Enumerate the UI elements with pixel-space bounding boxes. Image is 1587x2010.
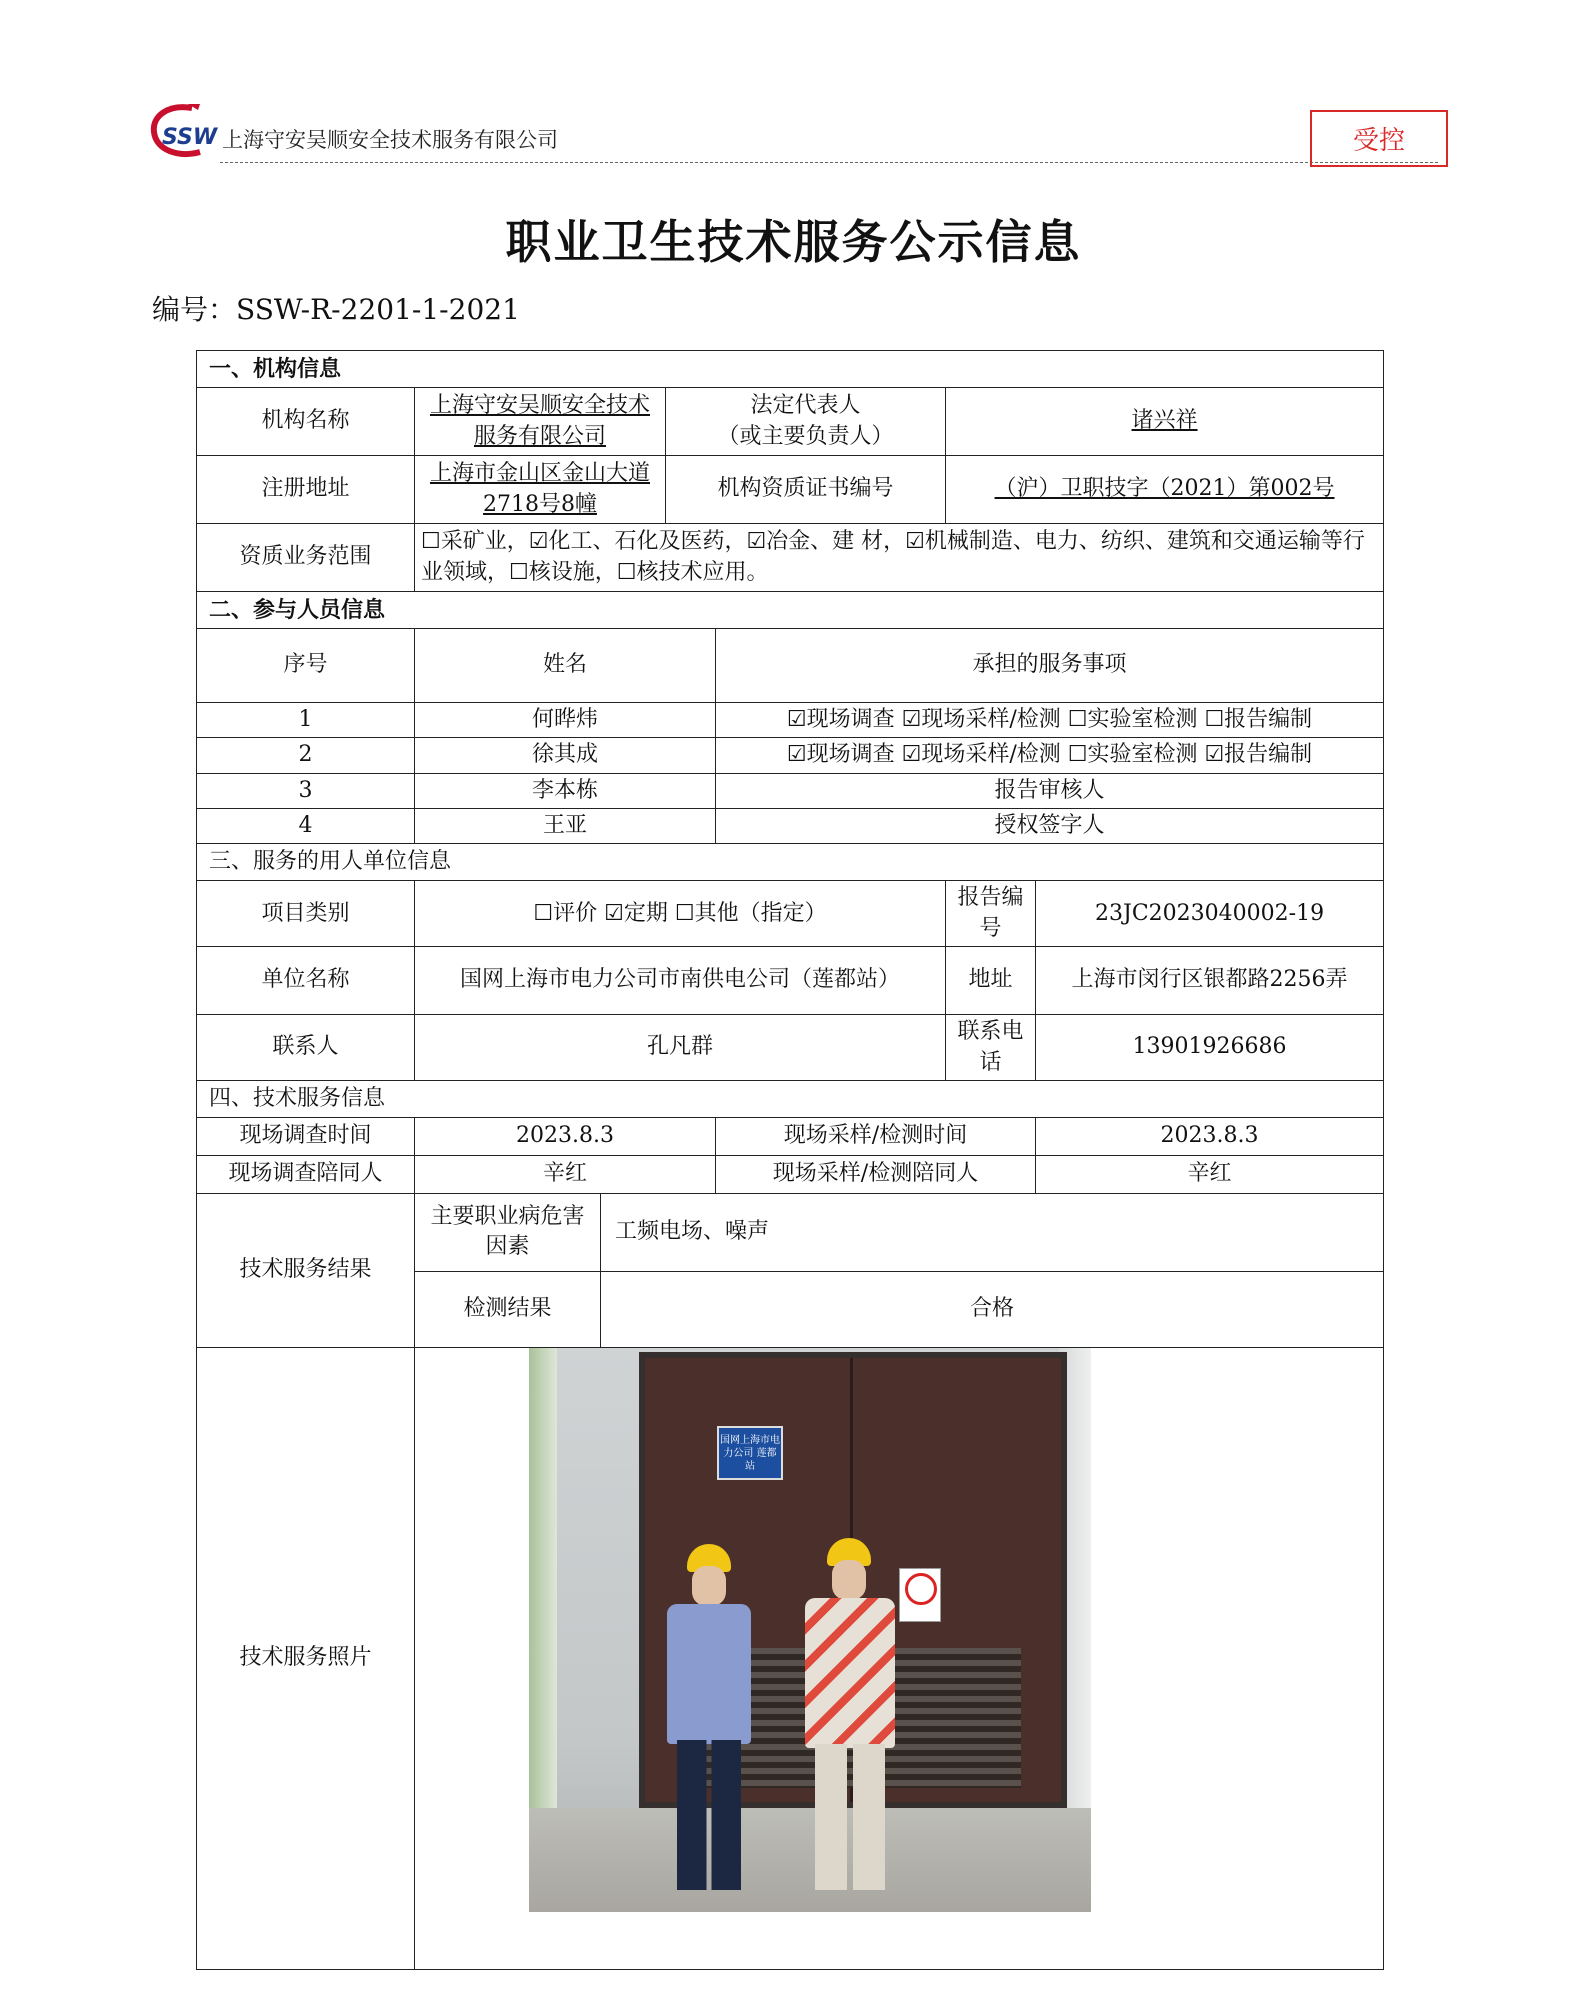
worker-trousers [677, 1740, 741, 1890]
category-value: ☐评价 ☑定期 ☐其他（指定） [415, 881, 946, 947]
legal-rep-label [666, 388, 946, 456]
hazard-label: 主要职业病危害因素 [415, 1193, 601, 1271]
ssw-logo [148, 100, 220, 162]
unit-address-value: 上海市闵行区银都路2256弄 [1036, 947, 1384, 1015]
doc-no-label: 编号： [152, 293, 237, 326]
report-no-value: 23JC2023040002-19 [1036, 881, 1384, 947]
table-row [197, 809, 1384, 844]
staff-name: 王亚 [415, 809, 716, 844]
station-sign: 国网上海市电力公司 莲都站 [717, 1426, 783, 1480]
page-title: 职业卫生技术服务公示信息 [505, 215, 1082, 269]
controlled-stamp: 受控 [1310, 110, 1448, 167]
survey-escort-label: 现场调查陪同人 [197, 1155, 415, 1193]
result-label: 技术服务结果 [197, 1193, 415, 1347]
worker-head [832, 1560, 866, 1600]
sampling-time-label: 现场采样/检测时间 [716, 1117, 1036, 1155]
hazard-value: 工频电场、噪声 [601, 1193, 1384, 1271]
phone-label: 联系电话 [946, 1015, 1036, 1081]
info-table [196, 350, 1384, 1970]
section-org-heading: 一、机构信息 [197, 351, 1384, 388]
col-duty-header: 承担的服务事项 [716, 629, 1384, 703]
staff-no: 1 [197, 703, 415, 738]
scope-value: ☐采矿业，☑化工、石化及医药，☑冶金、建 材，☑机械制造、电力、纺织、建筑和交通运输等行业领域，☐核设施，☐核技术应用。 [415, 524, 1384, 592]
col-no-header: 序号 [197, 629, 415, 703]
table-row [197, 738, 1384, 773]
worker-shirt [667, 1604, 751, 1744]
legal-rep-value: 诸兴祥 [946, 388, 1384, 456]
staff-name: 徐其成 [415, 738, 716, 773]
warning-sign-icon [899, 1568, 941, 1622]
scope-label: 资质业务范围 [197, 524, 415, 592]
staff-name: 李本栋 [415, 773, 716, 808]
phone-value: 13901926686 [1036, 1015, 1384, 1081]
address-label: 注册地址 [197, 456, 415, 524]
ground [529, 1808, 1091, 1912]
page-header [148, 96, 1438, 166]
staff-duty: 报告审核人 [716, 773, 1384, 808]
table-row [197, 773, 1384, 808]
staff-name: 何晔炜 [415, 703, 716, 738]
header-divider [220, 162, 1438, 163]
legal-rep-label-line1: 法定代表人 [750, 393, 861, 419]
test-result-label: 检测结果 [415, 1271, 601, 1347]
staff-no: 2 [197, 738, 415, 773]
worker-trousers [815, 1744, 885, 1890]
document-number [152, 288, 520, 328]
section-staff-heading: 二、参与人员信息 [197, 592, 1384, 629]
legal-rep-label-line2: （或主要负责人） [717, 423, 894, 449]
contact-label: 联系人 [197, 1015, 415, 1081]
org-name-value: 上海守安吴顺安全技术服务有限公司 [415, 388, 666, 456]
unit-name-value: 国网上海市电力公司市南供电公司（莲都站） [415, 947, 946, 1015]
sampling-escort-value: 辛红 [1036, 1155, 1384, 1193]
test-result-value: 合格 [601, 1271, 1384, 1347]
cert-value: （沪）卫职技字（2021）第002号 [946, 456, 1384, 524]
category-label: 项目类别 [197, 881, 415, 947]
sampling-escort-label: 现场采样/检测陪同人 [716, 1155, 1036, 1193]
survey-escort-value: 辛红 [415, 1155, 716, 1193]
company-name: 上海守安吴顺安全技术服务有限公司 [222, 128, 558, 152]
worker-head [692, 1566, 726, 1606]
photo-label: 技术服务照片 [197, 1347, 415, 1969]
staff-duty: 授权签字人 [716, 809, 1384, 844]
survey-time-label: 现场调查时间 [197, 1117, 415, 1155]
staff-duty: ☑现场调查 ☑现场采样/检测 ☐实验室检测 ☐报告编制 [716, 703, 1384, 738]
col-name-header: 姓名 [415, 629, 716, 703]
survey-time-value: 2023.8.3 [415, 1117, 716, 1155]
unit-address-label: 地址 [946, 947, 1036, 1015]
sampling-time-value: 2023.8.3 [1036, 1117, 1384, 1155]
section-service-heading: 四、技术服务信息 [197, 1080, 1384, 1117]
svg-text:SSW: SSW [162, 125, 218, 150]
staff-no: 4 [197, 809, 415, 844]
org-name-label: 机构名称 [197, 388, 415, 456]
cert-label: 机构资质证书编号 [666, 456, 946, 524]
worker-vest [805, 1598, 895, 1748]
contact-value: 孔凡群 [415, 1015, 946, 1081]
photo-cell [415, 1347, 1384, 1969]
staff-duty: ☑现场调查 ☑现场采样/检测 ☐实验室检测 ☑报告编制 [716, 738, 1384, 773]
address-value: 上海市金山区金山大道2718号8幢 [415, 456, 666, 524]
service-photo [529, 1348, 1091, 1912]
section-employer-heading: 三、服务的用人单位信息 [197, 844, 1384, 881]
table-row [197, 703, 1384, 738]
report-no-label: 报告编号 [946, 881, 1036, 947]
unit-name-label: 单位名称 [197, 947, 415, 1015]
staff-no: 3 [197, 773, 415, 808]
doc-no-value: SSW-R-2201-1-2021 [236, 293, 520, 326]
